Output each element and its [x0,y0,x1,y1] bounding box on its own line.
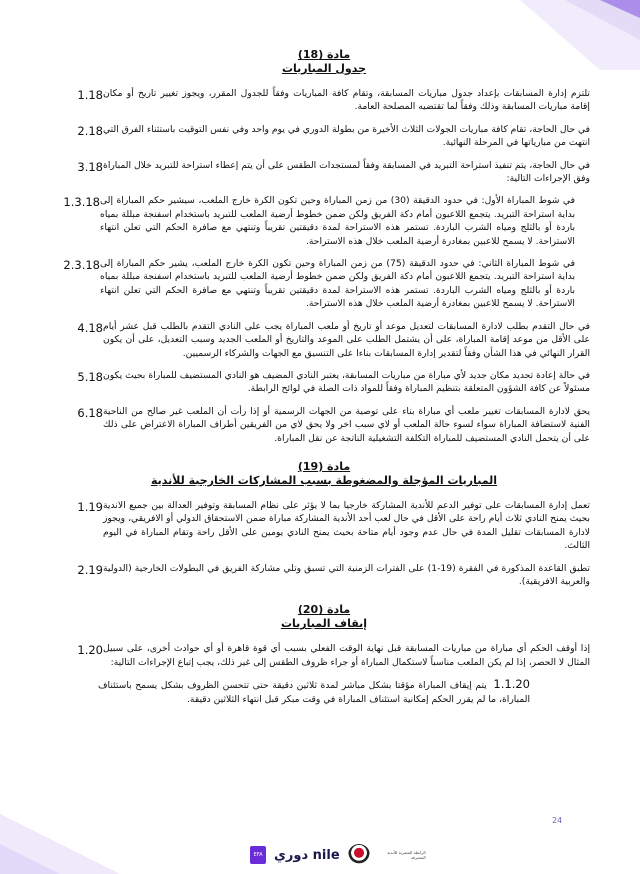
article-20-heading [58,603,590,631]
clause-number: 2.19 [77,562,103,577]
clause-2-18 [58,123,590,150]
clause-text: في حال الحاجة، يتم تنفيذ استراحة التبريد في المسابقة وفقاً لمستجدات الطقس على أن يتم إعطاء استراحة للتبريد خلال المباراة وفق الإجراءات التالية: [103,159,590,185]
association-name: الرابطة المصرية للأندية المحترفة [387,850,426,860]
clause-text: تعمل إدارة المسابقات على توفير الدعم للأندية المشاركة خارجيا بما لا يؤثر على نظام المسابقة وتوفير العدالة بين جميع الاندية بحيث يمنح النادي ثلاث أيام راحة على الأقل في حال لعب أحد الأندية المشاركة مباراة ضمن الاستحقاق الدولي أو الافريقي، ويجوز لادارة المسابقات تقليل المدة في حال عدم وجود أيام متاحة بحيث يمنح النادي يومين على الأقل راحة وتقام المباراة في اليوم الثالث. [103,499,590,552]
subclause-2-3-18 [58,257,590,311]
clause-2-19 [58,562,590,589]
clause-text: يحق لادارة المسابقات تغيير ملعب أي مباراة بناء على توصية من الجهات الرسمية أو إذا رأت أن الملعب غير صالح من الناحية الفنية لاستضافة المباراة سواء لسوء حالة الملعب أو لاي سبب اخر ولا يحق لاي من الفريقين أطراف المباراة الاعتراض على ذلك على أن يتحمل النادي المستضيف للمباراة التكلفة التشغيلية الناتجة عن نقل المباراة. [103,405,590,444]
clause-4-18 [58,320,590,360]
article-18-heading [58,48,590,76]
clause-5-18 [58,369,590,396]
clause-number: 5.18 [77,369,103,384]
clause-text: تطبق القاعدة المذكورة في الفقرة (19-1) على الفترات الزمنية التي تسبق وتلي مشاركة الفريق في البطولات الخارجية (الدولية والعربية الافريقية). [103,562,590,587]
clause-text: في حال التقدم بطلب لادارة المسابقات لتعديل موعد أو تاريخ أو ملعب المباراة يجب على النادي التقدم بالطلب قبل عشر أيام على الأقل من موعد إقامة المباراة، على أن يشتمل الطلب على الموعد والتاريخ أو الملعب الجديد وسبب التعديل، على أن يكون القرار النهائي في هذا الشأن وفقاً لتقدير إدارة المسابقات بناءا على التنسيق مع الجهات والشركاء الرسميين. [103,320,590,359]
article-20-title: إيقاف المباريات [280,617,368,631]
clause-6-18 [58,405,590,445]
clause-1-19 [58,499,590,553]
clause-number: 3.18 [77,159,103,174]
clause-text: في حالة إعادة تحديد مكان جديد لأي مباراة من مباريات المسابقة، يعتبر النادي المضيف هو النادي المستضيف للمباراة بحيث يكون مسئولاً عن كافة الشؤون المتعلقة بتنظيم المباراة وفقاً للمواد ذات الصلة في لوائح الرابطة. [103,369,590,395]
subclause-number: 1.1.20 [493,677,530,692]
clause-3-18 [58,159,590,186]
efa-badge-icon: EFA [250,846,266,864]
clause-number: 1.19 [77,499,103,514]
clause-number: 6.18 [77,405,103,420]
clause-text: تلتزم إدارة المسابقات بإعداد جدول مباريات المسابقة، وتقام كافة المباريات وفقاً للجدول المقرر، ويجوز تغيير تاريخ أو مكان إقامة مباريات المسابقة وذلك وفقاً لما تقتضيه المصلحة العامة. [103,88,590,113]
subclause-text: في شوط المباراة الثاني: في حدود الدقيقة (75) من زمن المباراة وحين تكون الكرة خارج الملعب، يشير حكم المباراة إلى بداية استراحة التبريد. يتجمع اللاعبون أمام دكة الفريق ولكن ضمن خطوط أرضية الملعب للتبريد باستخدام اسفنجة مبللة بمياه باردة أو بالثلج ومياه الشرب الباردة. تستمر هذه الاستراحة لمدة دقيقتين تقريباً وتنتهي مع صافرة الحكم التي تعلن انتهاء الاستراحة. لا يسمح للاعبين بمغادرة أرضية الملعب خلال هذه الاستراحة. [100,258,575,310]
clause-number: 1.18 [77,88,103,102]
clause-1-18 [58,87,590,114]
article-19-number: مادة (19) [297,459,351,473]
footer-logos [250,844,426,866]
clause-1-20 [58,642,590,669]
article-19-title: المباريات المؤجلة والمضغوطة بسبب المشاركات الخارجية للأندية [151,473,497,487]
association-emblem-icon [348,844,370,866]
clause-number: 1.20 [77,643,103,658]
article-18-title: جدول المباريات [281,62,367,75]
subclause-1-1-20 [58,678,590,706]
clause-number: 2.18 [77,123,103,138]
article-18-number: مادة (18) [297,48,351,61]
document-content [58,48,590,715]
league-logo: دوري nile [274,847,340,863]
page-number: 24 [552,816,563,825]
subclause-text: في شوط المباراة الأول: في حدود الدقيقة (30) من زمن المباراة وحين تكون الكرة خارج الملعب، سيشير حكم المباراة إلى بداية استراحة التبريد. يتجمع اللاعبون أمام دكة الفريق ولكن ضمن خطوط أرضية الملعب للتبريد باستخدام اسفنجة مبللة بمياه باردة أو بالثلج ومياه الشرب الباردة. تستمر هذه الاستراحة لمدة دقيقتين تقريباً وتنتهي مع صافرة الحكم التي تعلن انتهاء الاستراحة. لا يسمح للاعبين بمغادرة أرضية الملعب خلال هذه الاستراحة. [100,195,575,247]
article-20-number: مادة (20) [297,603,351,617]
article-19-heading [58,460,590,488]
subclause-1-3-18 [58,194,590,248]
subclause-text: يتم إيقاف المباراة مؤقتا بشكل مباشر لمدة ثلاثين دقيقة حتى تتحسن الظروف بشكل يسمح باستئناف المباراة، ما لم يقرر الحكم إمكانية استئناف المباراة في وقت مبكر قبل انتهاء الثلاثين دقيقة. [98,680,530,705]
clause-text: في حال الحاجة، تقام كافة مباريات الجولات الثلاث الأخيرة من بطولة الدوري في يوم واحد وفي نفس التوقيت باستثناء الفرق التي انتهت من مبارياتها في المرحلة النهائية. [103,123,590,149]
corner-decoration-bottom [0,794,150,874]
clause-number: 4.18 [77,320,103,335]
subclause-number: 2.3.18 [63,258,100,273]
clause-text: إذا أوقف الحكم أي مباراة من مباريات المسابقة قبل نهاية الوقت الفعلي بسبب أي قوة قاهرة أو أي حوادث أخرى، على سبيل المثال لا الحصر، إذا لم يكن الملعب مناسباً لاستكمال المباراة أو جراء ظروف الطقس إلى غير ذلك، يجب إتباع الإجراءات التالية: [103,643,590,668]
subclause-number: 1.3.18 [63,195,100,210]
